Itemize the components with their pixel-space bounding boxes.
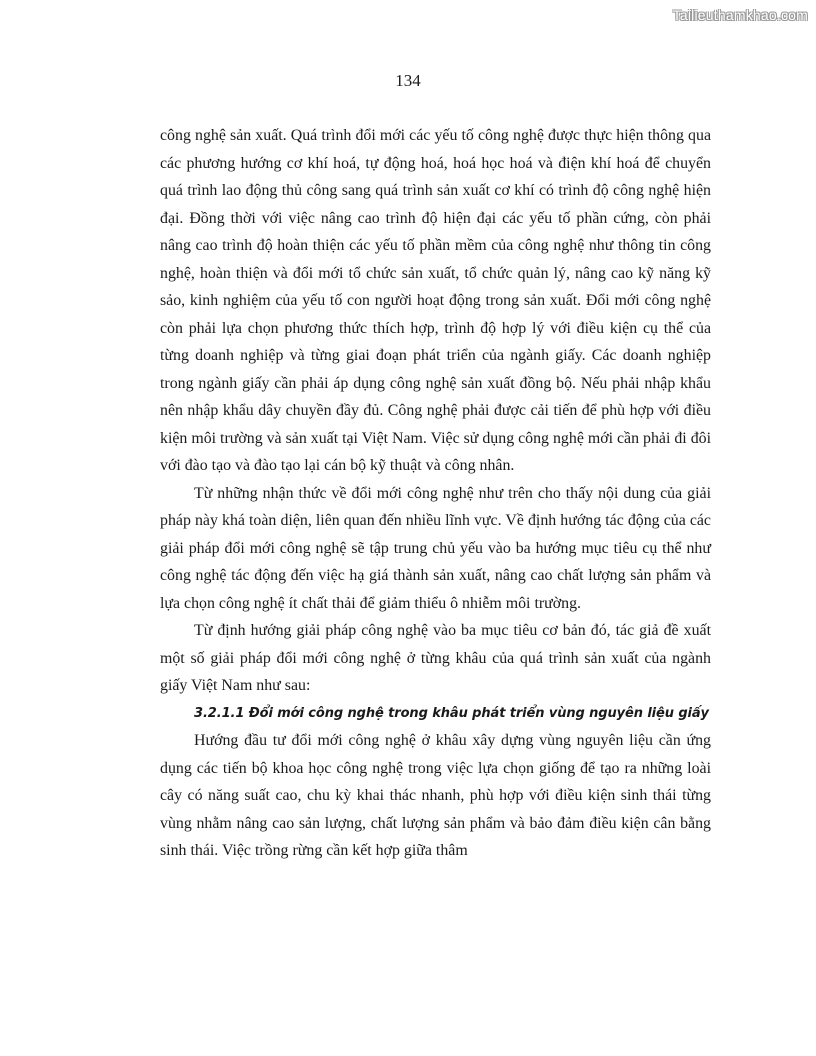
page-number: 134 xyxy=(395,71,421,90)
site-watermark: Tailieuthamkhao.com xyxy=(672,7,808,23)
document-body xyxy=(160,122,711,865)
section-paragraph: Hướng đầu tư đổi mới công nghệ ở khâu xây dựng vùng nguyên liệu cần ứng dụng các tiến bộ khoa học công nghệ trong việc lựa chọn giống để tạo ra những loài cây có năng suất cao, chu kỳ khai thác nhanh, phù hợp với điều kiện sinh thái từng vùng nhằm nâng cao sản lượng, chất lượng sản phẩm và bảo đảm điều kiện cân bằng sinh thái. Việc trồng rừng cần kết hợp giữa thâm xyxy=(160,732,711,859)
body-paragraph-1: công nghệ sản xuất. Quá trình đổi mới các yếu tố công nghệ được thực hiện thông qua các phương hướng cơ khí hoá, tự động hoá, hoá học hoá và điện khí hoá để chuyển quá trình lao động thủ công sang quá trình sản xuất cơ khí có trình độ công nghệ hiện đại. Đồng thời với việc nâng cao trình độ hiện đại các yếu tố phần cứng, còn phải nâng cao trình độ hoàn thiện các yếu tố phần mềm của công nghệ như thông tin công nghệ, hoàn thiện và đổi mới tổ chức sản xuất, tổ chức quản lý, nâng cao kỹ năng kỹ sảo, kinh nghiệm của yếu tố con người hoạt động trong sản xuất. Đổi mới công nghệ còn phải lựa chọn phương thức thích hợp, trình độ hợp lý với điều kiện cụ thể của từng doanh nghiệp và từng giai đoạn phát triển của ngành giấy. Các doanh nghiệp trong ngành giấy cần phải áp dụng công nghệ sản xuất đồng bộ. Nếu phải nhập khẩu nên nhập khẩu dây chuyền đầy đủ. Công nghệ phải được cải tiến để phù hợp với điều kiện môi trường và sản xuất tại Việt Nam. Việc sử dụng công nghệ mới cần phải đi đôi với đào tạo và đào tạo lại cán bộ kỹ thuật và công nhân. xyxy=(160,127,711,474)
section-heading: 3.2.1.1 Đổi mới công nghệ trong khâu phát triển vùng nguyên liệu giấy xyxy=(194,705,709,721)
body-paragraph-2: Từ những nhận thức về đổi mới công nghệ như trên cho thấy nội dung của giải pháp này khá toàn diện, liên quan đến nhiều lĩnh vực. Về định hướng tác động của các giải pháp đổi mới công nghệ sẽ tập trung chủ yếu vào ba hướng mục tiêu cụ thể như công nghệ tác động đến việc hạ giá thành sản xuất, nâng cao chất lượng sản phẩm và lựa chọn công nghệ ít chất thải để giảm thiểu ô nhiễm môi trường. xyxy=(160,484,711,612)
body-paragraph-3: Từ định hướng giải pháp công nghệ vào ba mục tiêu cơ bản đó, tác giả đề xuất một số giải pháp đổi mới công nghệ ở từng khâu của quá trình sản xuất của ngành giấy Việt Nam như sau: xyxy=(160,622,711,694)
